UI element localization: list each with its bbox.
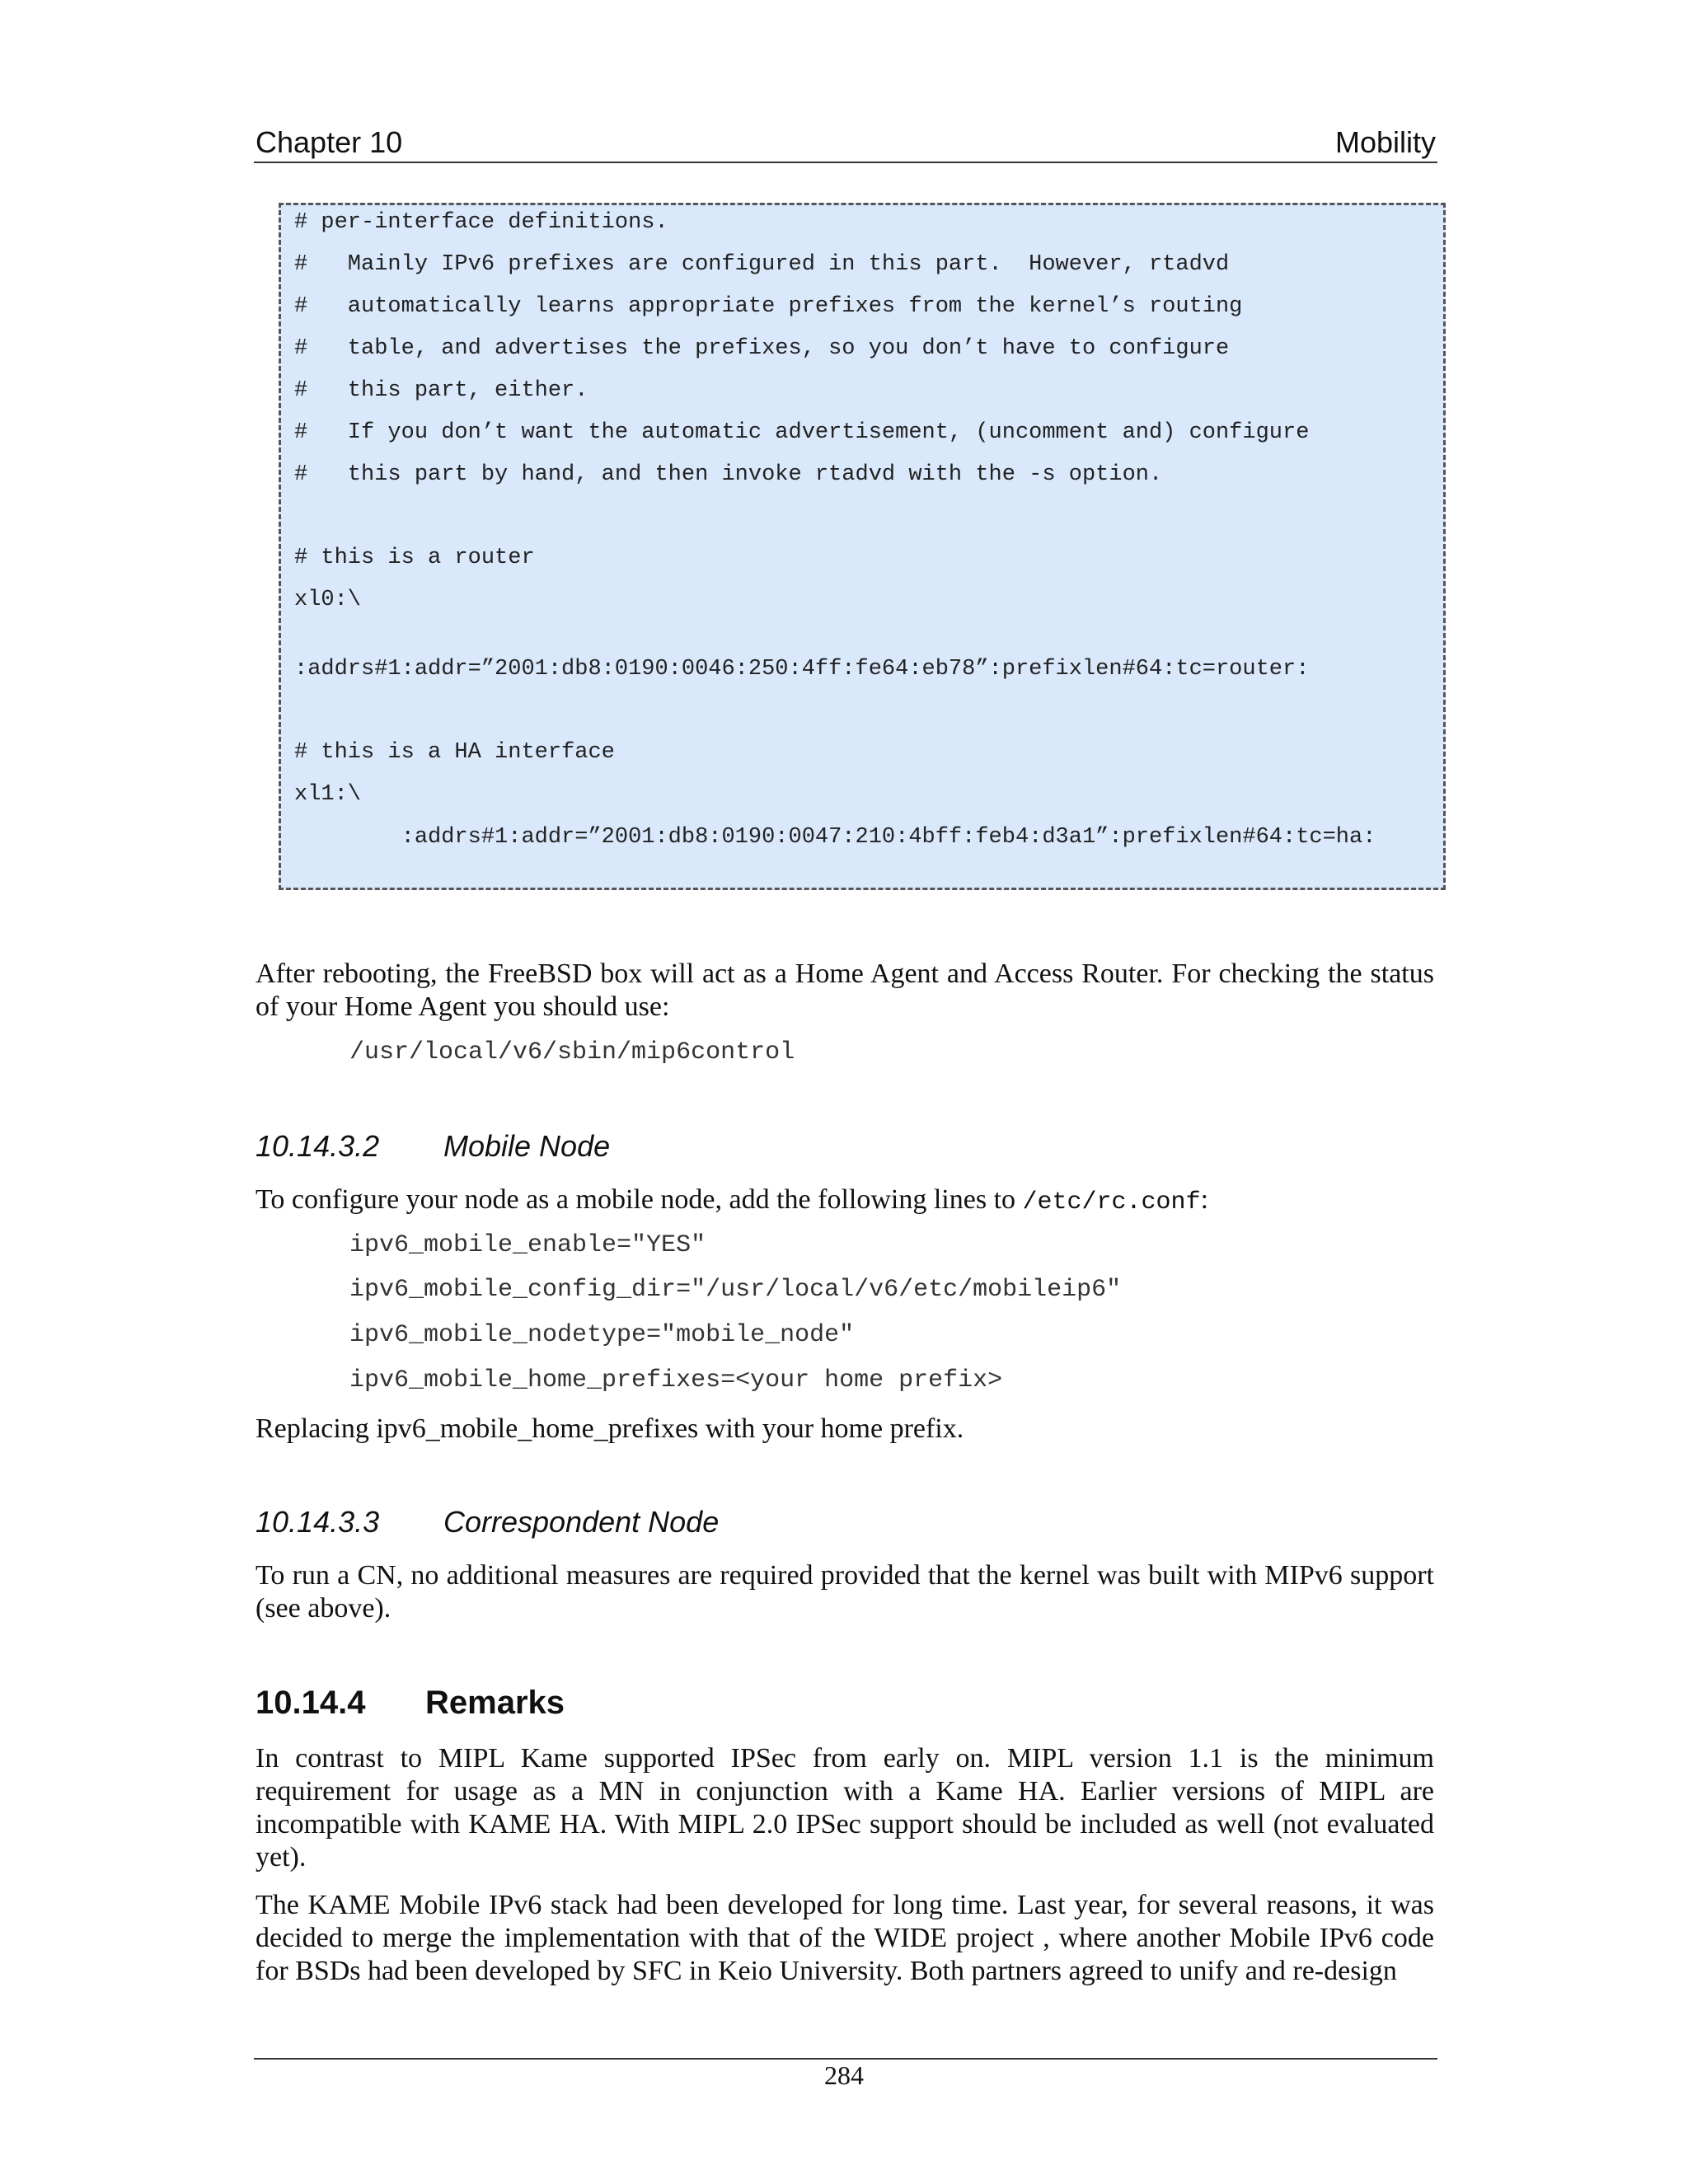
code-line: # Mainly IPv6 prefixes are configured in this part. However, rtadvd <box>294 252 1230 277</box>
section-title: Remarks <box>425 1685 565 1721</box>
code-line: # per-interface definitions. <box>294 210 668 235</box>
section-title: Mobile Node <box>443 1129 611 1163</box>
code-line: # this part, either. <box>294 378 588 403</box>
intro-colon: : <box>1200 1184 1209 1215</box>
config-line: ipv6_mobile_enable="YES" <box>349 1231 706 1259</box>
section-number: 10.14.4 <box>256 1685 366 1721</box>
code-line: xl0:\ <box>294 588 362 612</box>
section-heading-remarks <box>256 1685 565 1722</box>
code-line: # automatically learns appropriate prefixes from the kernel’s routing <box>294 294 1243 319</box>
rc-conf-path: /etc/rc.conf <box>1022 1188 1201 1216</box>
page-header <box>254 122 1437 163</box>
code-line: # this part by hand, and then invoke rtadvd with the -s option. <box>294 462 1163 487</box>
config-line: ipv6_mobile_home_prefixes=<your home prefix> <box>349 1366 1003 1394</box>
section-heading-correspondent-node <box>256 1505 719 1540</box>
code-line: # table, and advertises the prefixes, so you don’t have to configure <box>294 336 1230 361</box>
remarks-paragraph: In contrast to MIPL Kame supported IPSec from early on. MIPL version 1.1 is the minimum requirement for usage as a MN in conjunction with a Kame HA. Earlier versions of MIPL are incompatible with KAME HA. With MIPL 2.0 IPSec support should be included as well (not evaluated yet). <box>256 1743 1434 1872</box>
section-title: Correspondent Node <box>443 1505 720 1539</box>
page-number: 284 <box>824 2060 864 2090</box>
footer-rule <box>254 2058 1437 2060</box>
chapter-label: Chapter 10 <box>256 125 403 159</box>
code-line: xl1:\ <box>294 782 362 807</box>
code-line: :addrs#1:addr=”2001:db8:0190:0046:250:4ff:fe64:eb78”:prefixlen#64:tc=router: <box>294 657 1310 682</box>
code-line: # If you don’t want the automatic advertisement, (uncomment and) configure <box>294 420 1310 445</box>
code-line: # this is a HA interface <box>294 740 615 765</box>
section-heading-mobile-node <box>256 1129 610 1164</box>
intro-text: To configure your node as a mobile node, add the following lines to <box>256 1184 1023 1215</box>
config-line: ipv6_mobile_nodetype="mobile_node" <box>349 1321 855 1349</box>
section-number: 10.14.3.2 <box>256 1129 380 1163</box>
code-block <box>279 203 1446 890</box>
code-line: # this is a router <box>294 546 535 570</box>
correspondent-node-paragraph: To run a CN, no additional measures are required provided that the kernel was built with MIPv6 support (see above). <box>256 1560 1434 1624</box>
code-line: :addrs#1:addr=”2001:db8:0190:0047:210:4bff:feb4:d3a1”:prefixlen#64:tc=ha: <box>294 825 1376 850</box>
mobile-node-intro <box>256 1183 1434 1219</box>
mip6control-command: /usr/local/v6/sbin/mip6control <box>349 1038 795 1066</box>
section-number: 10.14.3.3 <box>256 1505 380 1539</box>
mobile-node-note: Replacing ipv6_mobile_home_prefixes with your home prefix. <box>256 1413 964 1444</box>
chapter-title: Mobility <box>1334 125 1436 159</box>
remarks-paragraph: The KAME Mobile IPv6 stack had been developed for long time. Last year, for several reasons, it was decided to merge the implementation with that of the WIDE project , where another Mobile IPv6 code for BSDs had been developed by SFC in Keio University. Both partners agreed to unify and re-design <box>256 1890 1434 1986</box>
after-reboot-paragraph: After rebooting, the FreeBSD box will act as a Home Agent and Access Router. For checking the status of your Home Agent you should use: <box>256 958 1434 1022</box>
config-line: ipv6_mobile_config_dir="/usr/local/v6/etc/mobileip6" <box>349 1276 1122 1304</box>
